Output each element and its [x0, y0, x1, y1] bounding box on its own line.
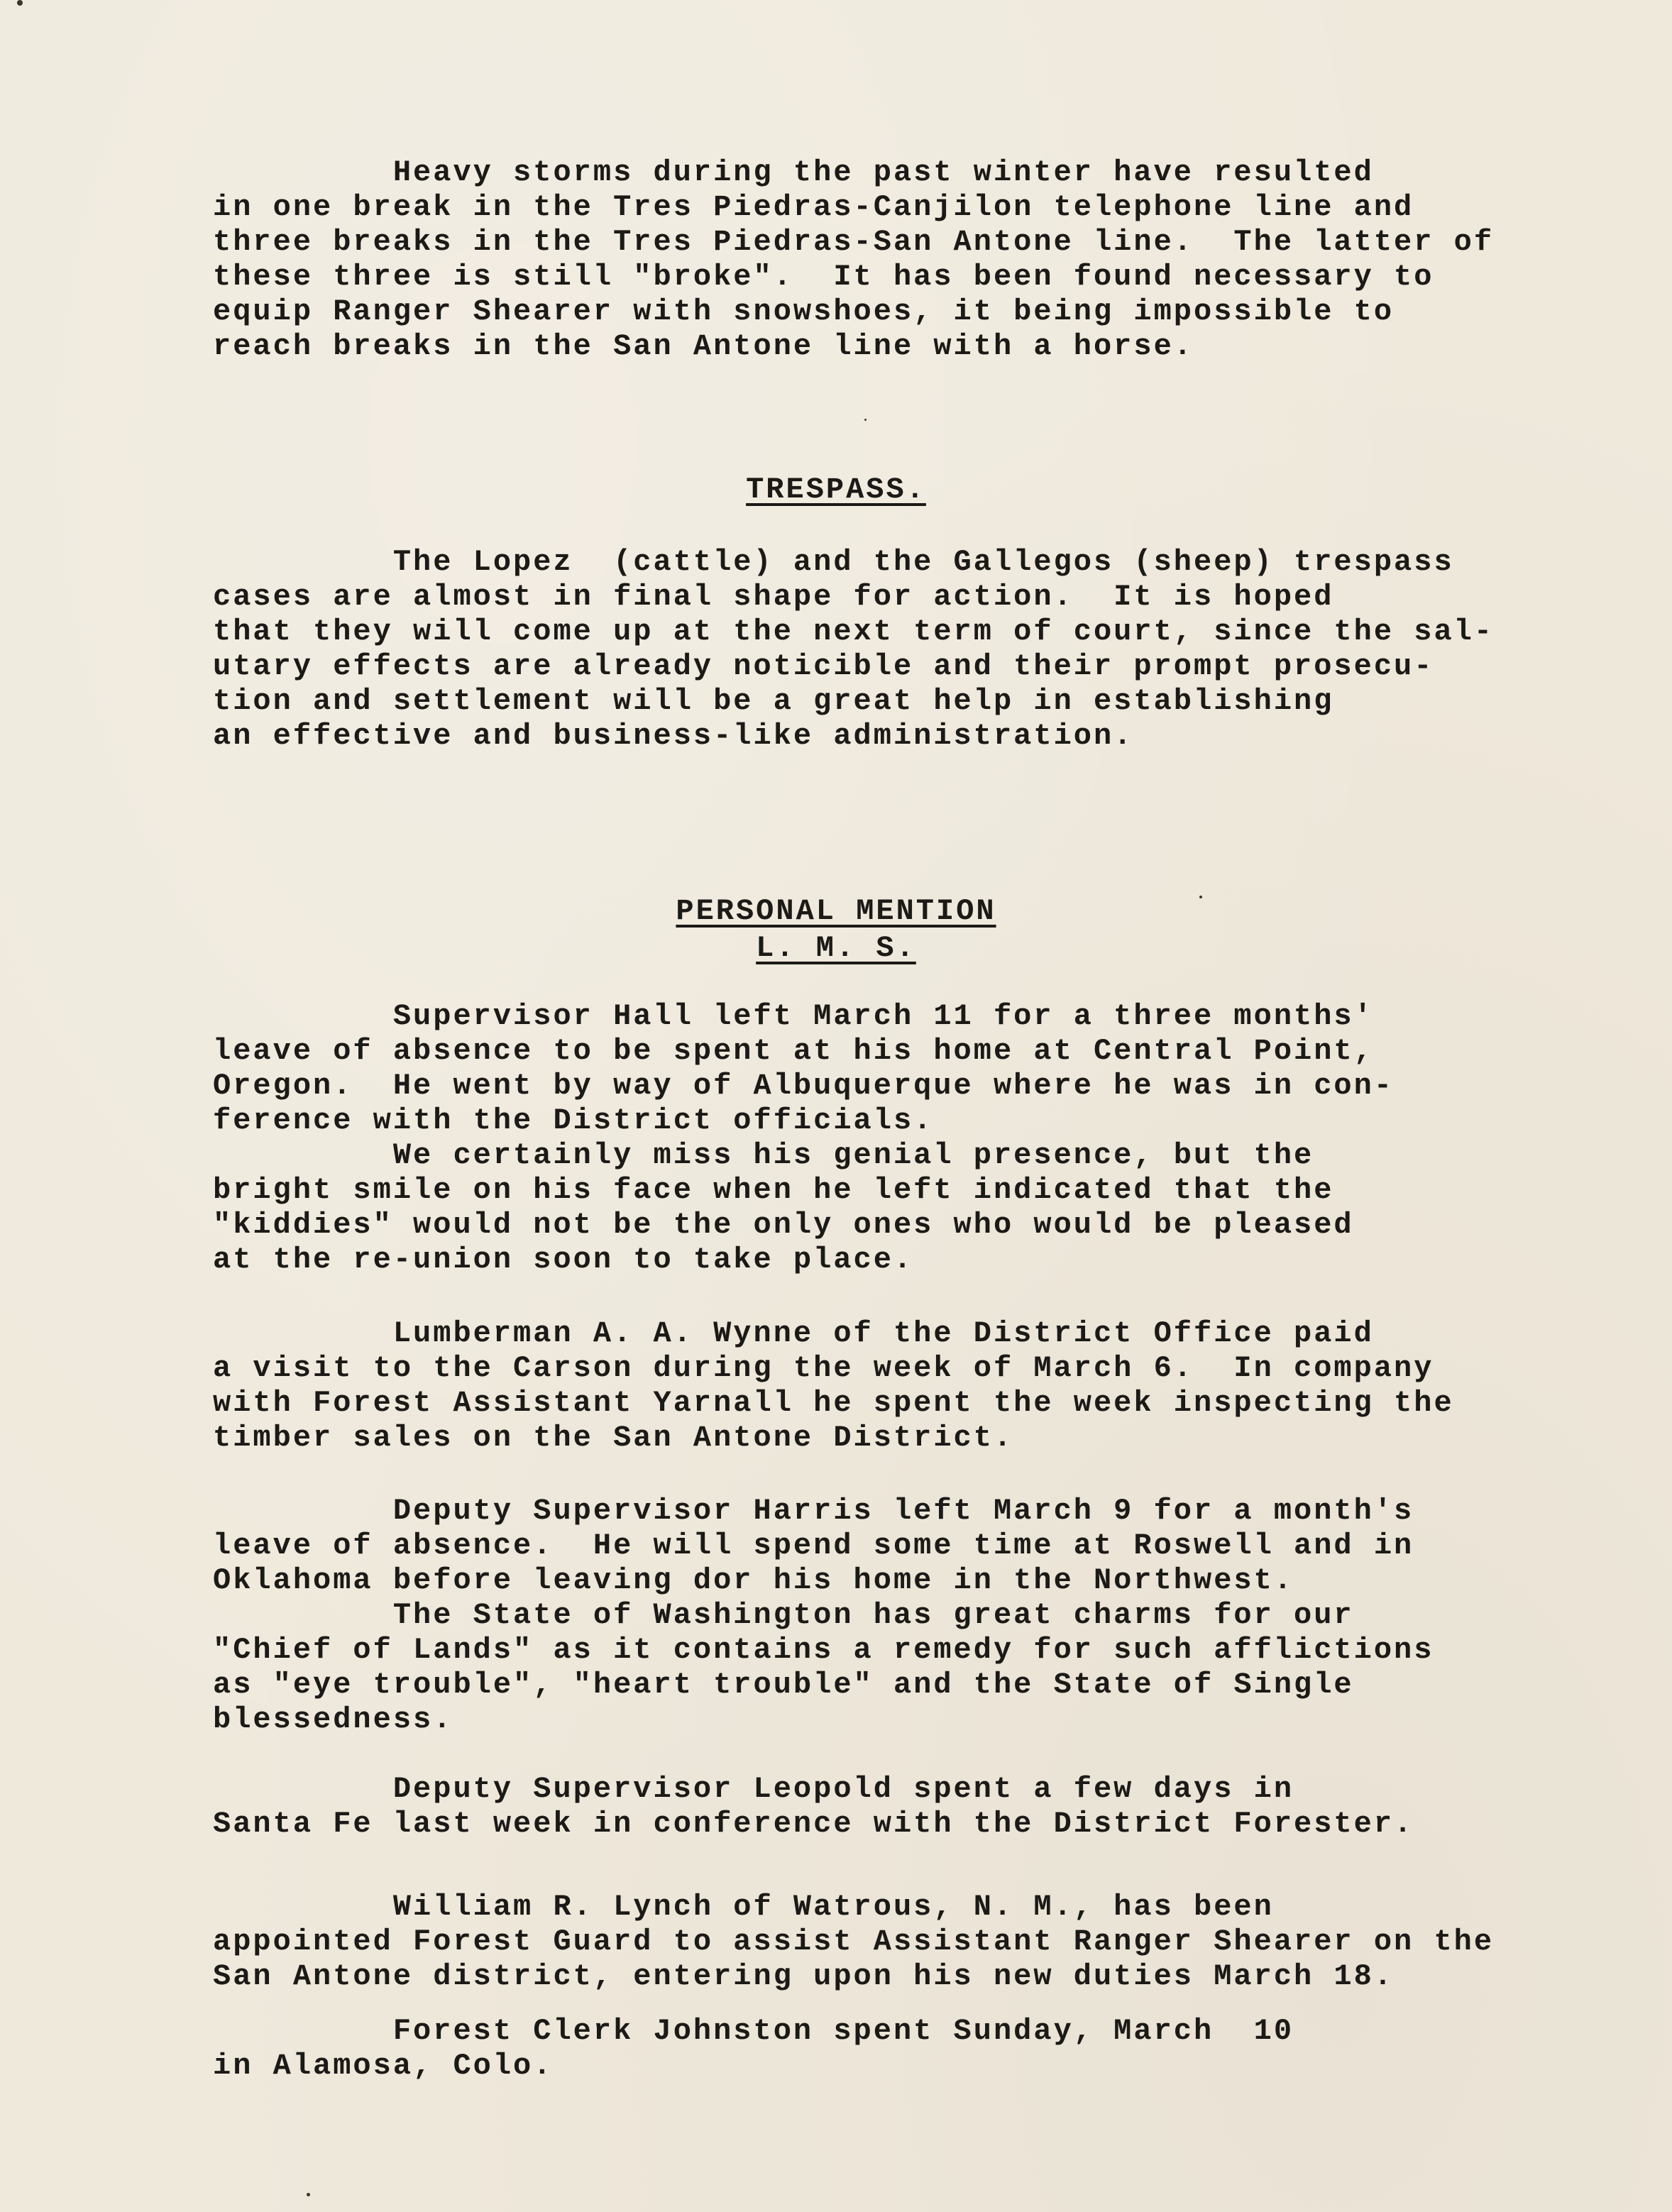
lumberman-wynne-paragraph: Lumberman A. A. Wynne of the District Office paid a visit to the Carson during the week of March 6. In company with Forest Assistant Yarnall he spent the week inspecting the timber sales on the San Antone District.	[213, 1316, 1454, 1455]
personal-mention-heading: PERSONAL MENTION	[676, 894, 996, 928]
personal-mention-initials: L. M. S.	[756, 931, 916, 965]
supervisor-hall-paragraph: Supervisor Hall left March 11 for a three months' leave of absence to be spent at his home at Central Point, Oregon. He went by way of Albuquerque where he was in con- ference with the District officials. We certainly miss his genial presence, but the bright smile on his face when he left indicated that the "kiddies" would not be the only ones who would be pleased at the re-union soon to take place.	[213, 999, 1395, 1277]
paper-speck	[17, 0, 23, 6]
telephone-lines-paragraph: Heavy storms during the past winter have resulted in one break in the Tres Piedras-Canjilon telephone line and three breaks in the Tres Piedras-San Antone line. The latter of these three is still "broke". It has been found necessary to equip Ranger Shearer with snowshoes, it being impossible to reach breaks in the San Antone line with a horse.	[213, 155, 1495, 363]
paper-speck	[307, 2193, 310, 2196]
clerk-johnston-paragraph: Forest Clerk Johnston spent Sunday, March 10 in Alamosa, Colo.	[213, 2014, 1294, 2083]
forest-guard-lynch-paragraph: William R. Lynch of Watrous, N. M., has been appointed Forest Guard to assist Assistant Ranger Shearer on the San Antone district, entering upon his new duties March 18.	[213, 1890, 1495, 1993]
paper-speck	[1199, 896, 1202, 898]
paper-speck	[864, 419, 867, 421]
trespass-heading: TRESPASS.	[746, 473, 926, 507]
deputy-harris-paragraph: Deputy Supervisor Harris left March 9 for a month's leave of absence. He will spend some time at Roswell and in Oklahoma before leaving dor his home in the Northwest. The State of Washington has great charms for our "Chief of Lands" as it contains a remedy for such afflictions as "eye trouble", "heart trouble" and the State of Single blessedness.	[213, 1494, 1434, 1737]
trespass-paragraph: The Lopez (cattle) and the Gallegos (sheep) trespass cases are almost in final shape for action. It is hoped that they will come up at the next term of court, since the sal- utary effects are already noticible and their prompt prosecu- tion and settlement will be a great help in establishing an effective and business-like administration.	[213, 545, 1495, 753]
deputy-leopold-paragraph: Deputy Supervisor Leopold spent a few days in Santa Fe last week in conference with the District Forester.	[213, 1772, 1414, 1841]
